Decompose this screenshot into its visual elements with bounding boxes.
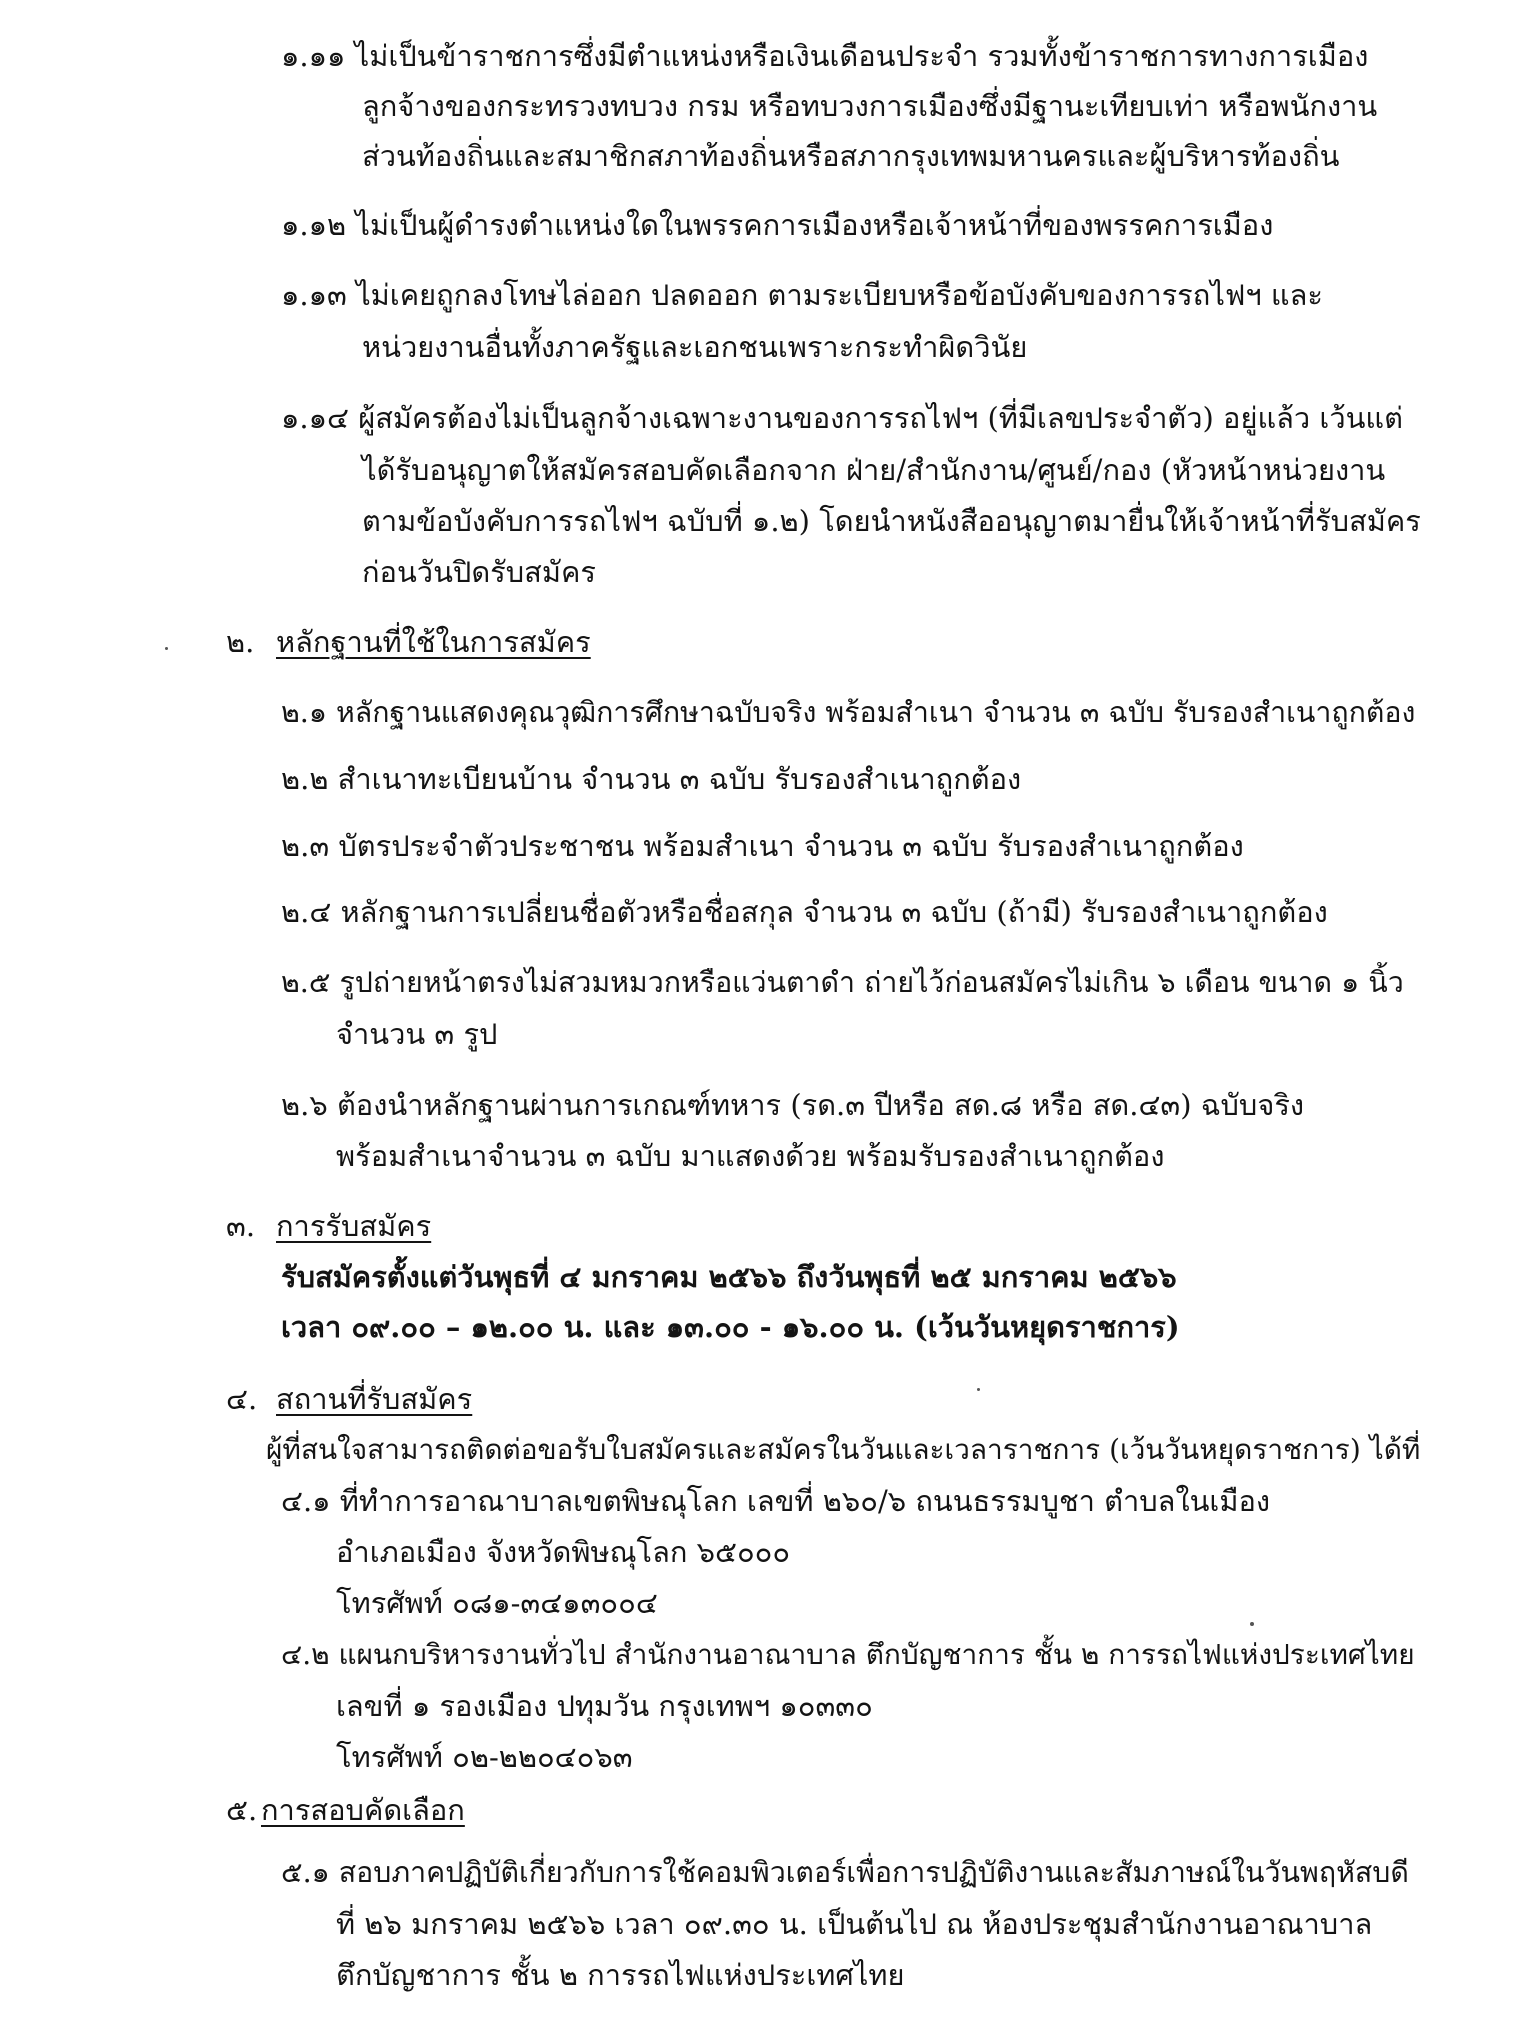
- text-line: ๑.๑๓ ไม่เคยถูกลงโทษไล่ออก ปลดออก ตามระเบียบหรือข้อบังคับของการรถไฟฯ และ: [281, 278, 1323, 312]
- text-line: ๒.๕ รูปถ่ายหน้าตรงไม่สวมหมวกหรือแว่นตาดำ ถ่ายไว้ก่อนสมัครไม่เกิน ๖ เดือน ขนาด ๑ นิ้ว: [281, 966, 1404, 999]
- text-line: หน่วยงานอื่นทั้งภาครัฐและเอกชนเพราะกระทำผิดวินัย: [362, 330, 1028, 364]
- text-line: ๔.๑ ที่ทำการอาณาบาลเขตพิษณุโลก เลขที่ ๒๖๐/๖ ถนนธรรมบูชา ตำบลในเมือง: [281, 1484, 1271, 1518]
- phone-number: โทรศัพท์ ๐๘๑-๓๔๑๓๐๐๔: [336, 1586, 658, 1620]
- section-intro: ผู้ที่สนใจสามารถติดต่อขอรับใบสมัครและสมัครในวันและเวลาราชการ (เว้นวันหยุดราชการ) ได้ที่: [266, 1433, 1421, 1466]
- section-number: ๕.: [226, 1793, 258, 1827]
- scan-speck: [165, 647, 168, 650]
- text-line: ลูกจ้างของกระทรวงทบวง กรม หรือทบวงการเมืองซึ่งมีฐานะเทียบเท่า หรือพนักงาน: [362, 89, 1378, 123]
- section-heading: สถานที่รับสมัคร: [276, 1382, 473, 1416]
- text-line: ๑.๑๔ ผู้สมัครต้องไม่เป็นลูกจ้างเฉพาะงานของการรถไฟฯ (ที่มีเลขประจำตัว) อยู่แล้ว เว้นแต่: [281, 401, 1403, 435]
- text-line: ส่วนท้องถิ่นและสมาชิกสภาท้องถิ่นหรือสภากรุงเทพมหานครและผู้บริหารท้องถิ่น: [362, 139, 1340, 173]
- text-line: เลขที่ ๑ รองเมือง ปทุมวัน กรุงเทพฯ ๑๐๓๓๐: [336, 1689, 873, 1723]
- text-line: ได้รับอนุญาตให้สมัครสอบคัดเลือกจาก ฝ่าย/สำนักงาน/ศูนย์/กอง (หัวหน้าหน่วยงาน: [362, 453, 1386, 487]
- application-dates: รับสมัครตั้งแต่วันพุธที่ ๔ มกราคม ๒๕๖๖ ถึงวันพุธที่ ๒๕ มกราคม ๒๕๖๖: [281, 1260, 1177, 1294]
- text-line: ก่อนวันปิดรับสมัคร: [362, 555, 596, 589]
- text-line: ๑.๑๑ ไม่เป็นข้าราชการซึ่งมีตำแหน่งหรือเงินเดือนประจำ รวมทั้งข้าราชการทางการเมือง: [281, 39, 1369, 73]
- text-line: ๒.๖ ต้องนำหลักฐานผ่านการเกณฑ์ทหาร (รด.๓ ปีหรือ สด.๘ หรือ สด.๔๓) ฉบับจริง: [281, 1088, 1305, 1122]
- section-number: ๒.: [226, 625, 255, 659]
- text-line: พร้อมสำเนาจำนวน ๓ ฉบับ มาแสดงด้วย พร้อมรับรองสำเนาถูกต้อง: [336, 1139, 1165, 1173]
- text-line: ๒.๒ สำเนาทะเบียนบ้าน จำนวน ๓ ฉบับ รับรองสำเนาถูกต้อง: [281, 762, 1022, 796]
- section-heading: หลักฐานที่ใช้ในการสมัคร: [276, 625, 591, 659]
- text-line: จำนวน ๓ รูป: [336, 1017, 498, 1051]
- application-hours: เวลา ๐๙.๐๐ – ๑๒.๐๐ น. และ ๑๓.๐๐ - ๑๖.๐๐ น. (เว้นวันหยุดราชการ): [281, 1310, 1180, 1344]
- text-line: ตามข้อบังคับการรถไฟฯ ฉบับที่ ๑.๒) โดยนำหนังสืออนุญาตมายื่นให้เจ้าหน้าที่รับสมัคร: [362, 504, 1421, 538]
- section-heading: การสอบคัดเลือก: [261, 1793, 465, 1827]
- text-line: ๒.๔ หลักฐานการเปลี่ยนชื่อตัวหรือชื่อสกุล จำนวน ๓ ฉบับ (ถ้ามี) รับรองสำเนาถูกต้อง: [281, 895, 1328, 929]
- scan-speck: [1250, 1622, 1254, 1626]
- section-number: ๓.: [226, 1209, 256, 1243]
- section-heading: การรับสมัคร: [276, 1209, 432, 1243]
- scan-speck: [977, 1388, 980, 1391]
- section-number: ๔.: [226, 1382, 258, 1416]
- phone-number: โทรศัพท์ ๐๒-๒๒๐๔๐๖๓: [336, 1740, 633, 1774]
- text-line: ๒.๑ หลักฐานแสดงคุณวุฒิการศึกษาฉบับจริง พร้อมสำเนา จำนวน ๓ ฉบับ รับรองสำเนาถูกต้อง: [281, 696, 1416, 729]
- text-line: ตึกบัญชาการ ชั้น ๒ การรถไฟแห่งประเทศไทย: [336, 1958, 905, 1992]
- text-line: ๕.๑ สอบภาคปฏิบัติเกี่ยวกับการใช้คอมพิวเตอร์เพื่อการปฏิบัติงานและสัมภาษณ์ในวันพฤหัสบดี: [281, 1856, 1409, 1889]
- text-line: อำเภอเมือง จังหวัดพิษณุโลก ๖๕๐๐๐: [336, 1535, 791, 1569]
- text-line: ๒.๓ บัตรประจำตัวประชาชน พร้อมสำเนา จำนวน ๓ ฉบับ รับรองสำเนาถูกต้อง: [281, 829, 1244, 863]
- text-line: ที่ ๒๖ มกราคม ๒๕๖๖ เวลา ๐๙.๓๐ น. เป็นต้นไป ณ ห้องประชุมสำนักงานอาณาบาล: [336, 1907, 1373, 1941]
- text-line: ๔.๒ แผนกบริหารงานทั่วไป สำนักงานอาณาบาล ตึกบัญชาการ ชั้น ๒ การรถไฟแห่งประเทศไทย: [281, 1638, 1415, 1671]
- text-line: ๑.๑๒ ไม่เป็นผู้ดำรงตำแหน่งใดในพรรคการเมืองหรือเจ้าหน้าที่ของพรรคการเมือง: [281, 208, 1274, 242]
